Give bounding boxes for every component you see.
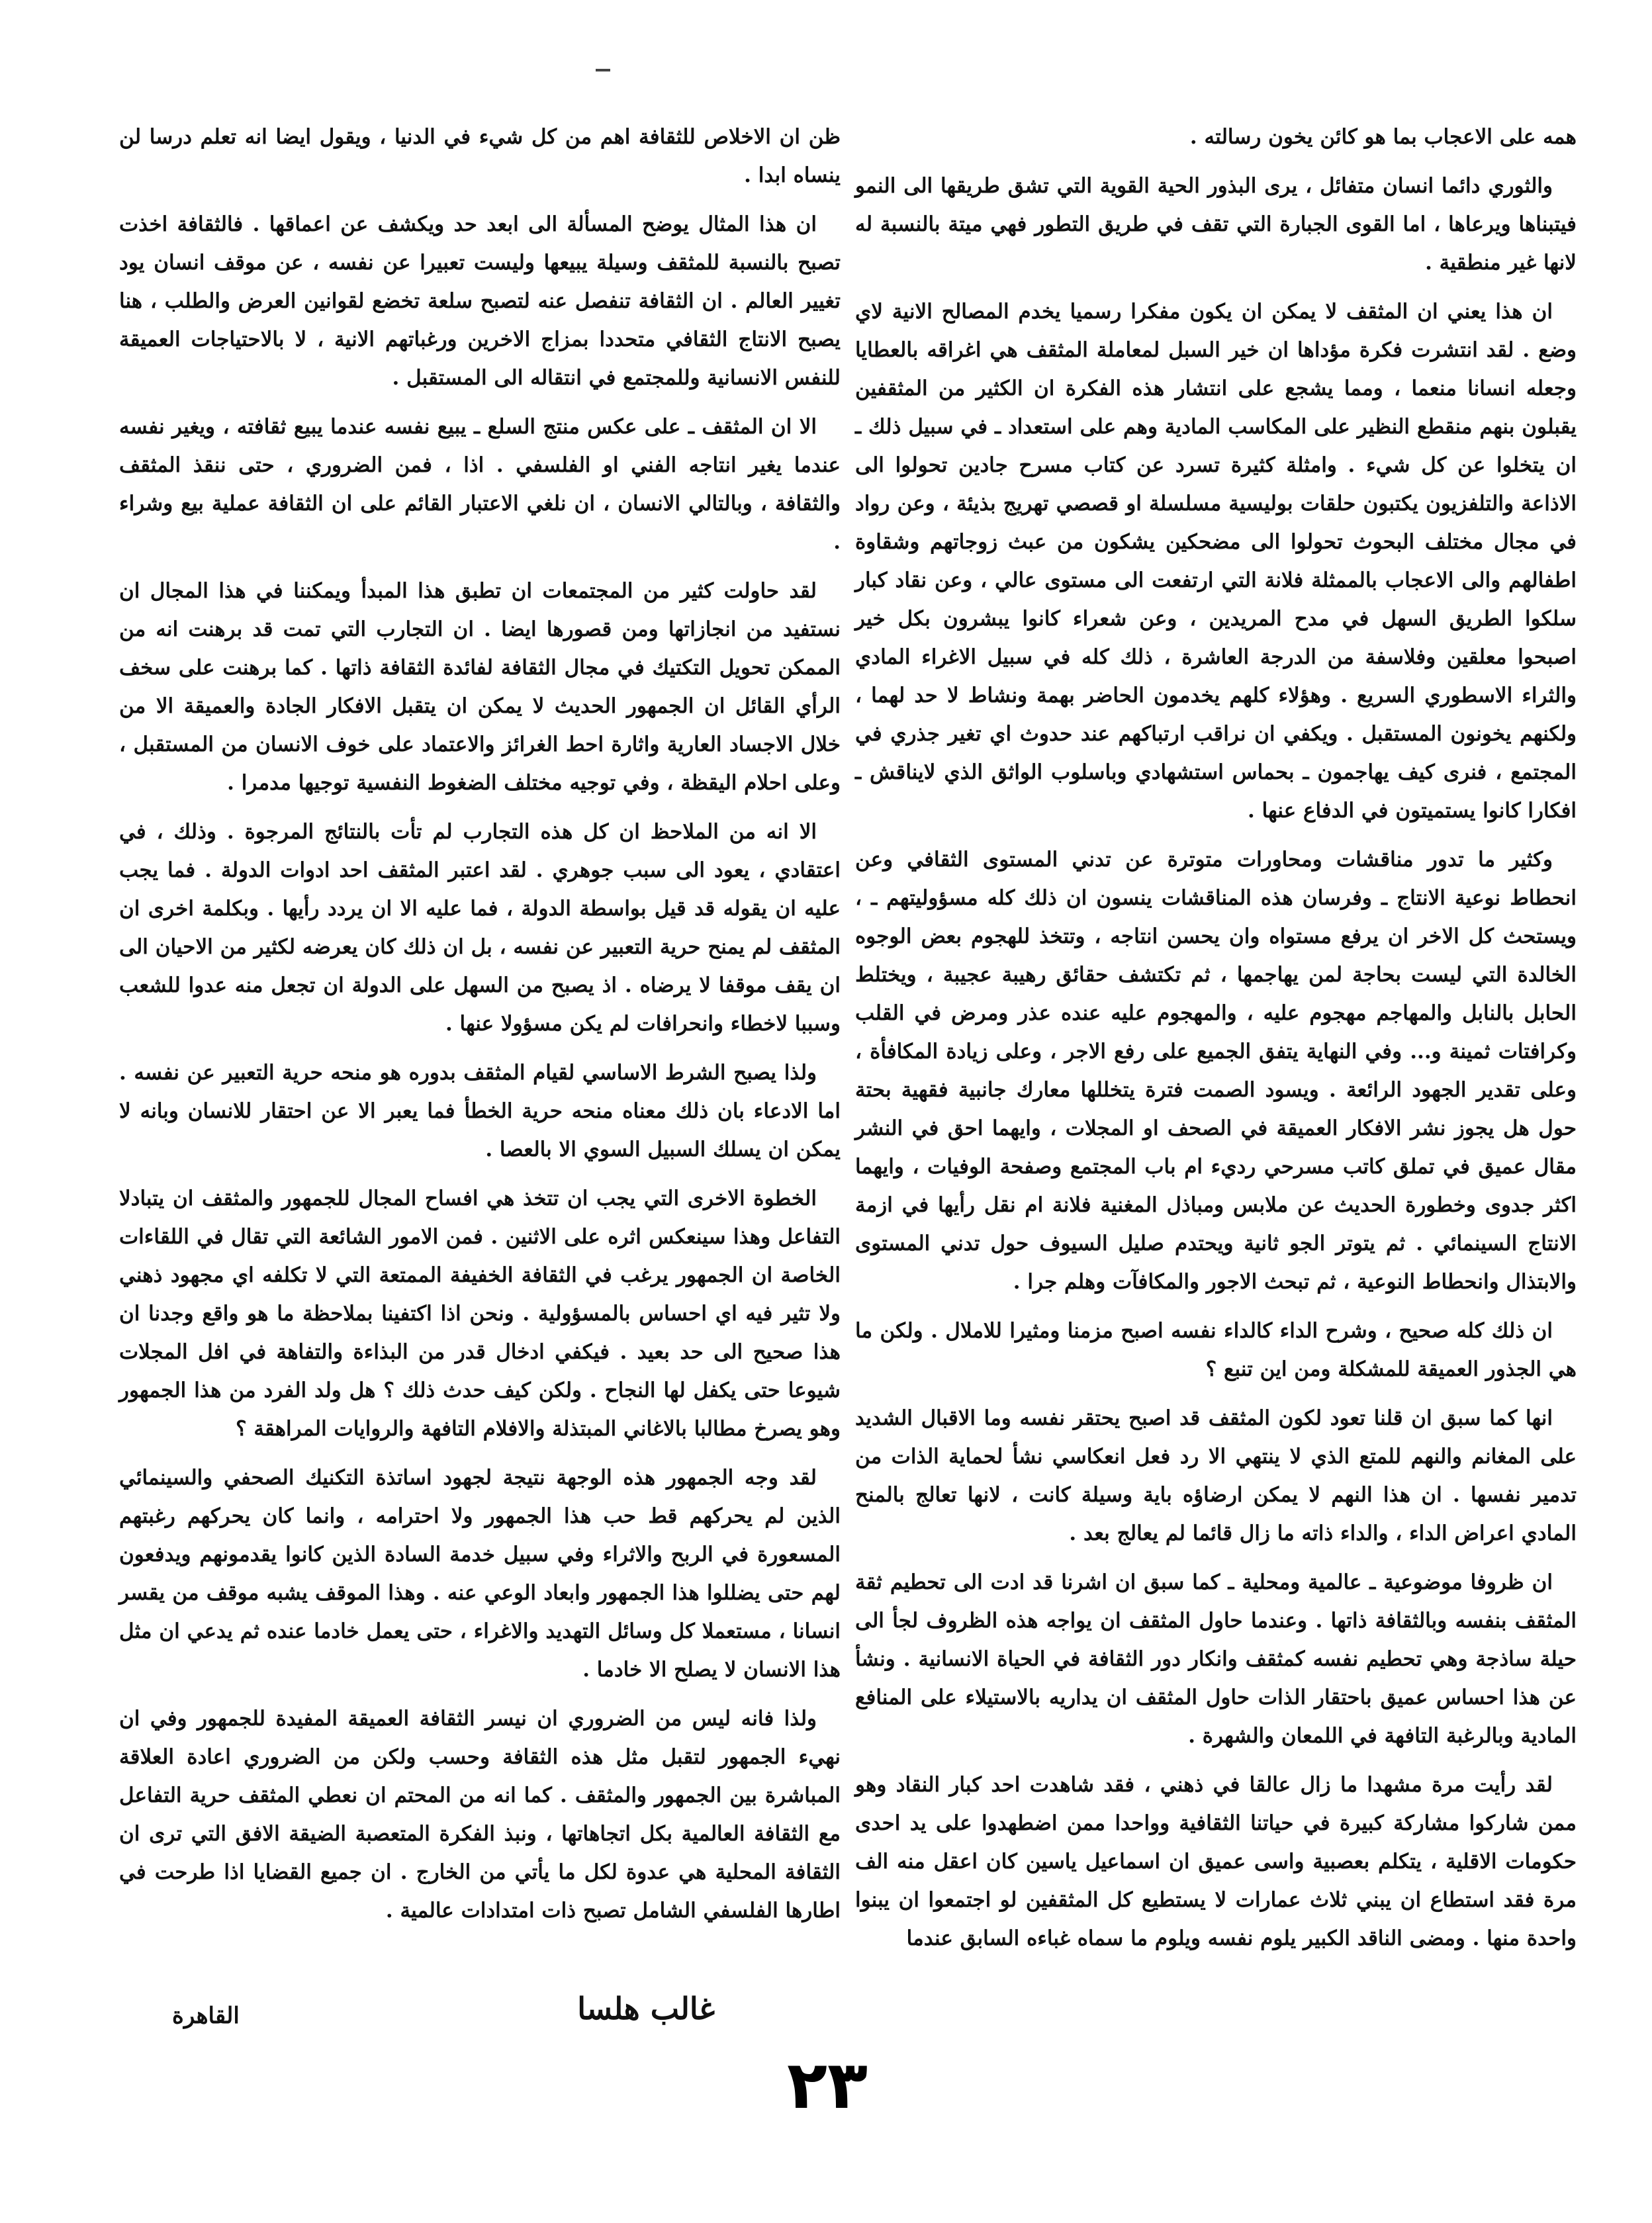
left-paragraph-4: لقد حاولت كثير من المجتمعات ان تطبق هذا المبدأ ويمكننا في هذا المجال ان نستفيد من انجازاتها ومن قصورها ايضا . ان التجارب التي تمت قد برهنت انه من الممكن تحويل التكتيك في مجال الثقافة لفائدة الثقافة ذاتها . كما برهنت على سخف الرأي القائل ان الجمهور الحديث لا يمكن ان يتقبل الافكار الجادة والعميقة الا من خلال الاجساد العارية واثارة احط الغرائز والاعتماد على خوف الانسان من المستقبل ، وعلى احلام اليقظة ، وفي توجيه مختلف الضغوط النفسية توجيها مدمرا .	[119, 579, 841, 795]
author-name: غالب هلسا	[577, 1991, 715, 2026]
right-paragraph-4: وكثير ما تدور مناقشات ومحاورات متوترة عن تدني المستوى الثقافي وعن انحطاط نوعية الانتاج ـ وفرسان هذه المناقشات ينسون ان ذلك كله مسؤوليتهم ـ ، ويستحث كل الاخر ان يرفع مستواه وان يحسن انتاجه ، وتتخذ للهجوم بعض الوجوه الخالدة التي ليست بحاجة لمن يهاجمها ، ثم تكتشف حقائق رهيبة عجيبة ، ويختلط الحابل بالنابل والمهاجم مهجوم عليه ، والمهجوم عليه عنده عذر ومرض في القلب وكرافتات ثمينة و... وفي النهاية يتفق الجميع على رفع الاجر ، وعلى زيادة المكافأة ، وعلى تقدير الجهود الرائعة . ويسود الصمت فترة يتخللها معارك جانبية فقهية بحتة حول هل يجوز نشر الافكار العميقة في الصحف او المجلات ، وايهما احق في النشر مقال عميق في تملق كاتب مسرحي رديء ام باب المجتمع وصفحة الوفيات ، وايهما اكثر جدوى وخطورة الحديث عن ملابس ومباذل المغنية فلانة ام نقل رأيها في ازمة الانتاج السينمائي . ثم يتوتر الجو ثانية ويحتدم صليل السيوف حول تدني المستوى والابتذال وانحطاط النوعية ، ثم تبحث الاجور والمكافآت وهلم جرا .	[855, 848, 1577, 1294]
right-paragraph-8: لقد رأيت مرة مشهدا ما زال عالقا في ذهني ، فقد شاهدت احد كبار النقاد وهو ممن شاركوا مشاركة كبيرة في حياتنا الثقافية وواحدا ممن اضطهدوا على يد احدى حكومات الاقلية ، يتكلم بعصبية واسى عميق ان اسماعيل ياسين كان اعقل منه الف مرة فقد استطاع ان يبني ثلاث عمارات لا يستطيع كل المثقفين لو اجتمعوا ان يبنوا واحدة منها . ومضى الناقد الكبير يلوم نفسه ويلوم ما سماه غباءه السابق عندما	[855, 1773, 1577, 1950]
left-paragraph-2: ان هذا المثال يوضح المسألة الى ابعد حد ويكشف عن اعماقها . فالثقافة اخذت تصبح بالنسبة للمثقف وسيلة يبيعها وليست تعبيرا عن نفسه ، عن موقف انسان يود تغيير العالم . ان الثقافة تنفصل عنه لتصبح سلعة تخضع لقوانين العرض والطلب ، هنا يصبح الانتاج الثقافي متحددا بمزاج الاخرين ورغباتهم الانية ، لا بالاحتياجات العميقة للنفس الانسانية وللمجتمع في انتقاله الى المستقبل .	[119, 212, 841, 390]
right-paragraph-5: ان ذلك كله صحيح ، وشرح الداء كالداء نفسه اصبح مزمنا ومثيرا للاملال . ولكن ما هي الجذور العميقة للمشكلة ومن اين تنبع ؟	[855, 1319, 1577, 1381]
right-text-column	[855, 118, 1577, 1968]
right-paragraph-7: ان ظروفا موضوعية ـ عالمية ومحلية ـ كما سبق ان اشرنا قد ادت الى تحطيم ثقة المثقف بنفسه وبالثقافة ذاتها . وعندما حاول المثقف ان يواجه هذه الظروف لجأ الى حيلة ساذجة وهي تحطيم نفسه كمثقف وانكار دور الثقافة في الحياة الانسانية . ونشأ عن هذا احساس عميق باحتقار الذات حاول المثقف ان يداريه بالاستيلاء على المنافع المادية وبالرغبة التافهة في اللمعان والشهرة .	[855, 1570, 1577, 1748]
signoff-city: القاهرة	[172, 2003, 240, 2029]
left-paragraph-6: ولذا يصبح الشرط الاساسي لقيام المثقف بدوره هو منحه حرية التعبير عن نفسه . اما الادعاء بان ذلك معناه منحه حرية الخطأ فما يعبر الا عن احتقار للانسان وبانه لا يمكن ان يسلك السبيل السوي الا بالعصا .	[119, 1061, 841, 1161]
left-paragraph-8: لقد وجه الجمهور هذه الوجهة نتيجة لجهود اساتذة التكنيك الصحفي والسينمائي الذين لم يحركهم قط حب هذا الجمهور ولا احترامه ، وانما كان يحركهم رغبتهم المسعورة في الربح والاثراء وفي سبيل خدمة السادة الذين كانوا يقدمونهم ويدفعون لهم حتى يضللوا هذا الجمهور وابعاد الوعي عنه . وهذا الموقف يشبه موقف من يقسر انسانا ، مستعملا كل وسائل التهديد والاغراء ، حتى يعمل خادما عنده ثم يدعي ان مثل هذا الانسان لا يصلح الا خادما .	[119, 1466, 841, 1682]
right-paragraph-2: والثوري دائما انسان متفائل ، يرى البذور الحية القوية التي تشق طريقها الى النمو فيتبناها ويرعاها ، اما القوى الجبارة التي تقف في طريق التطور فهي ميتة بالنسبة له لانها غير منطقية .	[855, 174, 1577, 275]
right-paragraph-3: ان هذا يعني ان المثقف لا يمكن ان يكون مفكرا رسميا يخدم المصالح الانية لاي وضع . لقد انتشرت فكرة مؤداها ان خير السبل لمعاملة المثقف هي اغراقه بالعطايا وجعله انسانا منعما ، ومما يشجع على انتشار هذه الفكرة ان الكثير من المثقفين يقبلون بنهم منقطع النظير على المكاسب المادية وهم على استعداد ـ في سبيل ذلك ـ ان يتخلوا عن كل شيء . وامثلة كثيرة تسرد عن كتاب مسرح جادين تحولوا الى الاذاعة والتلفزيون يكتبون حلقات بوليسية مسلسلة او قصصي تهريج بذيئة ، وعن رواد في مجال مختلف البحوث تحولوا الى مضحكين يشكون من عبث زوجاتهم وشقاوة اطفالهم والى الاعجاب بالممثلة فلانة التي ارتفعت الى مستوى عالي ، وعن نقاد كبار سلكوا الطريق السهل في مدح المريدين ، وعن شعراء كانوا يبشرون بكل خير اصبحوا معلقين وفلاسفة من الدرجة العاشرة ، ذلك كله في سبيل الاغراء المادي والثراء الاسطوري السريع . وهؤلاء كلهم يخدمون الحاضر بهمة ونشاط لا حد لهما ، ولكنهم يخونون المستقبل . ويكفي ان نراقب ارتباكهم عند حدوث اي تغير جذري في المجتمع ، فنرى كيف يهاجمون ـ بحماس استشهادي وباسلوب الواثق الذي لايناقش ـ افكارا كانوا يستميتون في الدفاع عنها .	[855, 300, 1577, 823]
left-paragraph-1: ظن ان الاخلاص للثقافة اهم من كل شيء في الدنيا ، ويقول ايضا انه تعلم درسا لن ينساه ابدا .	[119, 125, 841, 187]
page-number: ٢٣	[786, 2046, 868, 2124]
left-paragraph-5: الا انه من الملاحظ ان كل هذه التجارب لم تأت بالنتائج المرجوة . وذلك ، في اعتقادي ، يعود الى سبب جوهري . لقد اعتبر المثقف احد ادوات الدولة . فما يجب عليه ان يقوله قد قيل بواسطة الدولة ، فما عليه الا ان يردد رأيها . وبكلمة اخرى ان المثقف لم يمنح حرية التعبير عن نفسه ، بل ان ذلك كان يعرضه لكثير من الاحيان الى ان يقف موقفا لا يرضاه . اذ يصبح من السهل على الدولة ان تجعل منه عدوا للشعب وسببا لاخطاء وانحرافات لم يكن مسؤولا عنها .	[119, 820, 841, 1036]
article-signoff	[172, 1991, 715, 2044]
right-paragraph-6: انها كما سبق ان قلنا تعود لكون المثقف قد اصبح يحتقر نفسه وما الاقبال الشديد على المغانم والنهم للمتع الذي لا ينتهي الا رد فعل انعكاسي نشأ لحماية الذات من تدمير نفسها . ان هذا النهم لا يمكن ارضاؤه باية وسيلة كانت ، لانها تعالج بالمنح المادي اعراض الداء ، والداء ذاته ما زال قائما لم يعالج بعد .	[855, 1406, 1577, 1545]
left-paragraph-9: ولذا فانه ليس من الضروري ان نيسر الثقافة العميقة المفيدة للجمهور وفي ان نهيء الجمهور لتقبل مثل هذه الثقافة وحسب ولكن من الضروري اعادة العلاقة المباشرة بين الجمهور والمثقف . كما انه من المحتم ان نعطي المثقف حرية التفاعل مع الثقافة العالمية بكل اتجاهاتها ، ونبذ الفكرة المتعصبة الضيقة الافق التي ترى ان الثقافة المحلية هي عدوة لكل ما يأتي من الخارج . ان جميع القضايا اذا طرحت في اطارها الفلسفي الشامل تصبح ذات امتدادات عالمية .	[119, 1707, 841, 1923]
left-paragraph-7: الخطوة الاخرى التي يجب ان تتخذ هي افساح المجال للجمهور والمثقف ان يتبادلا التفاعل وهذا سينعكس اثره على الاثنين . فمن الامور الشائعة التي تقال في اللقاءات الخاصة ان الجمهور يرغب في الثقافة الخفيفة الممتعة التي لا تكلفه اي مجهود ذهني ولا تثير فيه اي احساس بالمسؤولية . ونحن اذا اكتفينا بملاحظة ما هو واقع وجدنا ان هذا صحيح الى حد بعيد . فيكفي ادخال قدر من البذاءة والتفاهة في افل المجلات شيوعا حتى يكفل لها النجاح . ولكن كيف حدث ذلك ؟ هل ولد الفرد من هذا الجمهور وهو يصرخ مطالبا بالاغاني المبتذلة والافلام التافهة والروايات المراهقة ؟	[119, 1187, 841, 1441]
top-print-mark	[596, 69, 610, 71]
left-text-column	[119, 118, 841, 1940]
left-paragraph-3: الا ان المثقف ـ على عكس منتج السلع ـ يبيع نفسه عندما يبيع ثقافته ، ويغير نفسه عندما يغير انتاجه الفني او الفلسفي . اذا ، فمن الضروري ، حتى ننقذ المثقف والثقافة ، وبالتالي الانسان ، ان نلغي الاعتبار القائم على ان الثقافة عملية بيع وشراء .	[119, 415, 841, 554]
right-paragraph-1: همه على الاعجاب بما هو كائن يخون رسالته .	[1189, 125, 1577, 149]
